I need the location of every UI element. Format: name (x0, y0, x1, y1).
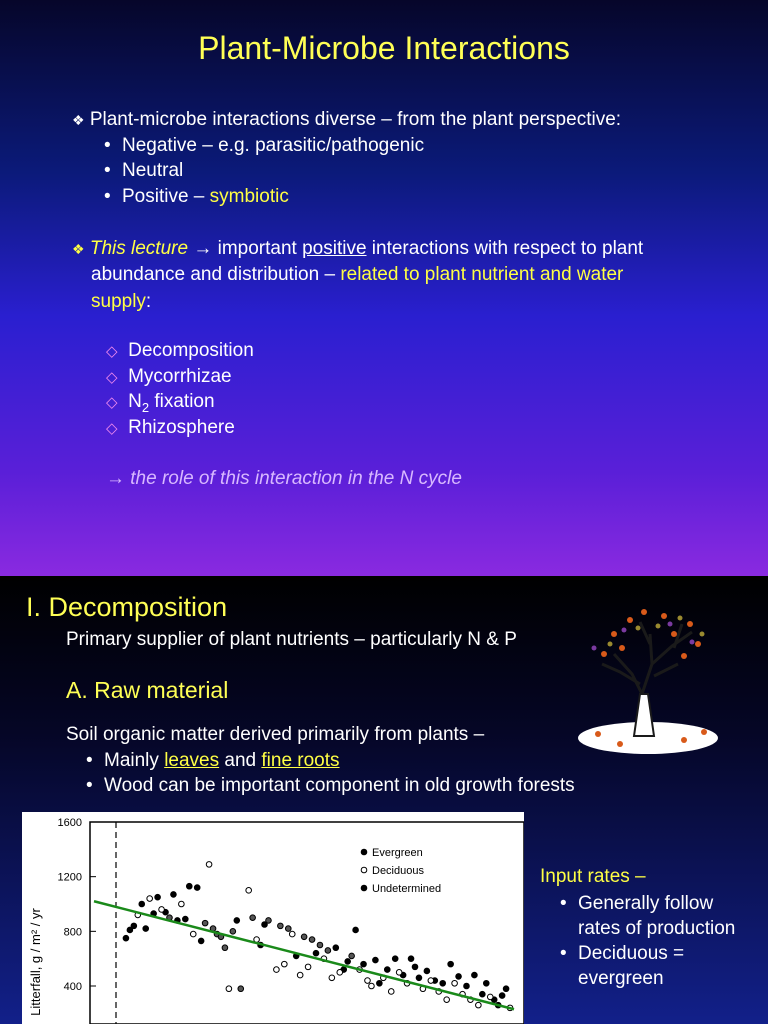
data-point-evergreen (345, 959, 351, 965)
supply-highlight: supply (91, 291, 146, 312)
y-tick-label: 400 (63, 981, 82, 993)
section-subheading: Primary supplier of plant nutrients – particularly N & P (66, 629, 517, 650)
data-point-evergreen (480, 991, 486, 997)
lecture-text-rest: interactions with respect to plant (366, 238, 644, 259)
dot-bullet-icon: • (104, 186, 111, 207)
data-point-deciduous (388, 989, 394, 995)
bullet-interactions (72, 107, 621, 133)
diamond-outline-icon: ◇ (106, 394, 118, 411)
data-point-evergreen (183, 916, 189, 922)
diamond-outline-icon: ◇ (106, 369, 118, 386)
data-point-evergreen (416, 975, 422, 981)
positive-underlined: positive (302, 238, 367, 259)
diamond-bullet-icon: ❖ (72, 241, 85, 257)
data-point-evergreen (171, 892, 177, 898)
data-point-evergreen (198, 938, 204, 944)
legend-label: Undetermined (372, 883, 442, 895)
data-point-deciduous (282, 961, 288, 967)
data-point-undetermined (230, 929, 236, 935)
data-point-evergreen (499, 993, 505, 999)
slide-title: Plant-Microbe Interactions (198, 30, 570, 66)
slide-decomposition (0, 576, 768, 1024)
data-point-evergreen (377, 980, 383, 986)
data-point-deciduous (329, 975, 335, 981)
diamond-outline-icon: ◇ (106, 420, 118, 437)
nutrient-highlight: related to plant nutrient and water (340, 264, 624, 285)
bullet-text: Mainly (104, 750, 165, 771)
legend-label: Deciduous (372, 865, 424, 877)
som-text: Soil organic matter derived primarily from plants – (66, 724, 485, 745)
legend-marker (361, 885, 367, 891)
bullet-wood (86, 773, 575, 798)
data-point-deciduous (369, 983, 375, 989)
data-point-deciduous (226, 986, 232, 992)
sub-bullet-neutral (104, 158, 183, 183)
data-point-evergreen (373, 957, 379, 963)
data-point-evergreen (131, 923, 137, 929)
bullet-text: and (219, 750, 262, 771)
legend-marker (361, 867, 367, 873)
y-axis-label: Litterfall, g / m² / yr (28, 908, 43, 1016)
data-point-undetermined (202, 920, 208, 926)
data-point-deciduous (206, 862, 212, 868)
y-tick-label: 800 (63, 926, 82, 939)
data-point-deciduous (365, 978, 371, 984)
data-point-deciduous (289, 931, 295, 937)
y-tick-label: 1200 (57, 871, 82, 884)
lecture-line2: abundance and distribution – (91, 264, 341, 285)
legend-label: Evergreen (372, 847, 423, 859)
data-point-undetermined (222, 945, 228, 951)
data-point-undetermined (278, 923, 284, 929)
data-point-undetermined (317, 942, 323, 948)
topic-rhizosphere (106, 415, 235, 441)
input-rates-box (540, 864, 765, 991)
data-point-evergreen (123, 935, 129, 941)
data-point-evergreen (186, 883, 192, 889)
bullet-text: evergreen (578, 968, 664, 989)
data-point-deciduous (396, 970, 402, 976)
data-point-deciduous (487, 994, 493, 1000)
section-heading: I. Decomposition (26, 592, 228, 622)
data-point-undetermined (250, 915, 256, 921)
data-point-evergreen (234, 918, 240, 924)
plot-frame (90, 822, 524, 1024)
bullet-text: Generally follow (578, 893, 714, 914)
data-point-evergreen (424, 968, 430, 974)
data-point-deciduous (274, 967, 280, 973)
data-point-evergreen (408, 956, 414, 962)
y-tick-label: 1600 (57, 817, 82, 829)
dot-bullet-icon: • (560, 943, 567, 964)
data-point-evergreen (384, 967, 390, 973)
sub-bullet-negative (104, 133, 424, 158)
role-note: → the role of this interaction in the N cycle (106, 468, 462, 489)
data-point-evergreen (483, 980, 489, 986)
topic-text: Decomposition (128, 340, 254, 361)
topic-text-rest: fixation (149, 391, 215, 412)
bullet-text: Deciduous = (578, 943, 685, 964)
litterfall-scatter-plot (22, 812, 524, 1024)
topic-text: Rhizosphere (128, 417, 235, 438)
bullet-text: Wood can be important component in old growth forests (104, 775, 575, 796)
input-bullet-1 (540, 891, 765, 941)
input-rates-title: Input rates – (540, 866, 646, 887)
topic-text: N (128, 391, 142, 412)
diamond-bullet-icon: ❖ (72, 112, 85, 128)
sub-bullet-text: Positive – (122, 186, 210, 207)
data-point-deciduous (476, 1002, 482, 1008)
data-point-evergreen (155, 894, 161, 900)
bullet-leaves-roots (86, 748, 340, 773)
data-point-deciduous (190, 931, 196, 937)
data-point-evergreen (333, 945, 339, 951)
data-point-evergreen (448, 961, 454, 967)
data-point-deciduous (305, 964, 311, 970)
sub-bullet-text: Negative – e.g. parasitic/pathogenic (122, 135, 425, 156)
diamond-outline-icon: ◇ (106, 343, 118, 360)
data-point-deciduous (337, 970, 343, 976)
legend-marker (361, 849, 367, 855)
data-point-evergreen (392, 956, 398, 962)
data-point-deciduous (452, 980, 458, 986)
bullet-text: rates of production (578, 918, 736, 939)
data-point-evergreen (143, 926, 149, 932)
data-point-deciduous (179, 901, 185, 907)
data-point-undetermined (285, 926, 291, 932)
data-point-evergreen (361, 961, 367, 967)
bullet-text: Plant-microbe interactions diverse – from the plant perspective: (89, 109, 622, 130)
data-point-evergreen (503, 986, 509, 992)
fine-roots-highlight: fine roots (261, 750, 340, 771)
data-point-undetermined (238, 986, 244, 992)
symbiotic-highlight: symbiotic (209, 186, 289, 207)
dot-bullet-icon: • (86, 775, 93, 796)
data-point-evergreen (412, 964, 418, 970)
data-point-evergreen (313, 950, 319, 956)
dot-bullet-icon: • (104, 160, 111, 181)
subscript-2: 2 (141, 399, 150, 415)
sub-bullet-text: Neutral (122, 160, 184, 181)
data-point-deciduous (159, 907, 165, 913)
data-point-undetermined (301, 934, 307, 940)
dot-bullet-icon: • (560, 893, 567, 914)
data-point-undetermined (309, 937, 315, 943)
data-point-evergreen (139, 901, 145, 907)
tree-illustration (574, 594, 722, 758)
data-point-deciduous (428, 978, 434, 984)
data-point-undetermined (266, 918, 272, 924)
data-point-deciduous (147, 896, 153, 902)
litterfall-chart (22, 812, 524, 1024)
dot-bullet-icon: • (104, 135, 111, 156)
topic-mycorrhizae (106, 364, 232, 390)
trend-line (94, 901, 514, 1009)
dot-bullet-icon: • (86, 750, 93, 771)
section-a-heading: A. Raw material (66, 677, 229, 703)
data-point-deciduous (246, 888, 252, 894)
data-point-evergreen (456, 974, 462, 980)
input-bullet-2 (540, 941, 765, 991)
data-point-evergreen (472, 972, 478, 978)
bullet-this-lecture (72, 236, 752, 314)
topic-text: Mycorrhizae (128, 366, 232, 387)
this-lecture-label: This lecture (89, 238, 189, 259)
leaves-highlight: leaves (164, 750, 220, 771)
chart-legend (361, 847, 441, 895)
data-point-deciduous (297, 972, 303, 978)
data-point-undetermined (349, 953, 355, 959)
data-point-evergreen (194, 885, 200, 891)
data-point-evergreen (353, 927, 359, 933)
sub-bullet-positive (104, 184, 289, 209)
data-point-evergreen (440, 980, 446, 986)
colon: : (145, 291, 152, 312)
topic-decomposition (106, 338, 254, 364)
data-point-evergreen (464, 983, 470, 989)
lecture-text: → important (188, 238, 303, 259)
tree-icon (574, 594, 722, 758)
data-point-deciduous (444, 997, 450, 1003)
data-point-undetermined (325, 948, 331, 954)
